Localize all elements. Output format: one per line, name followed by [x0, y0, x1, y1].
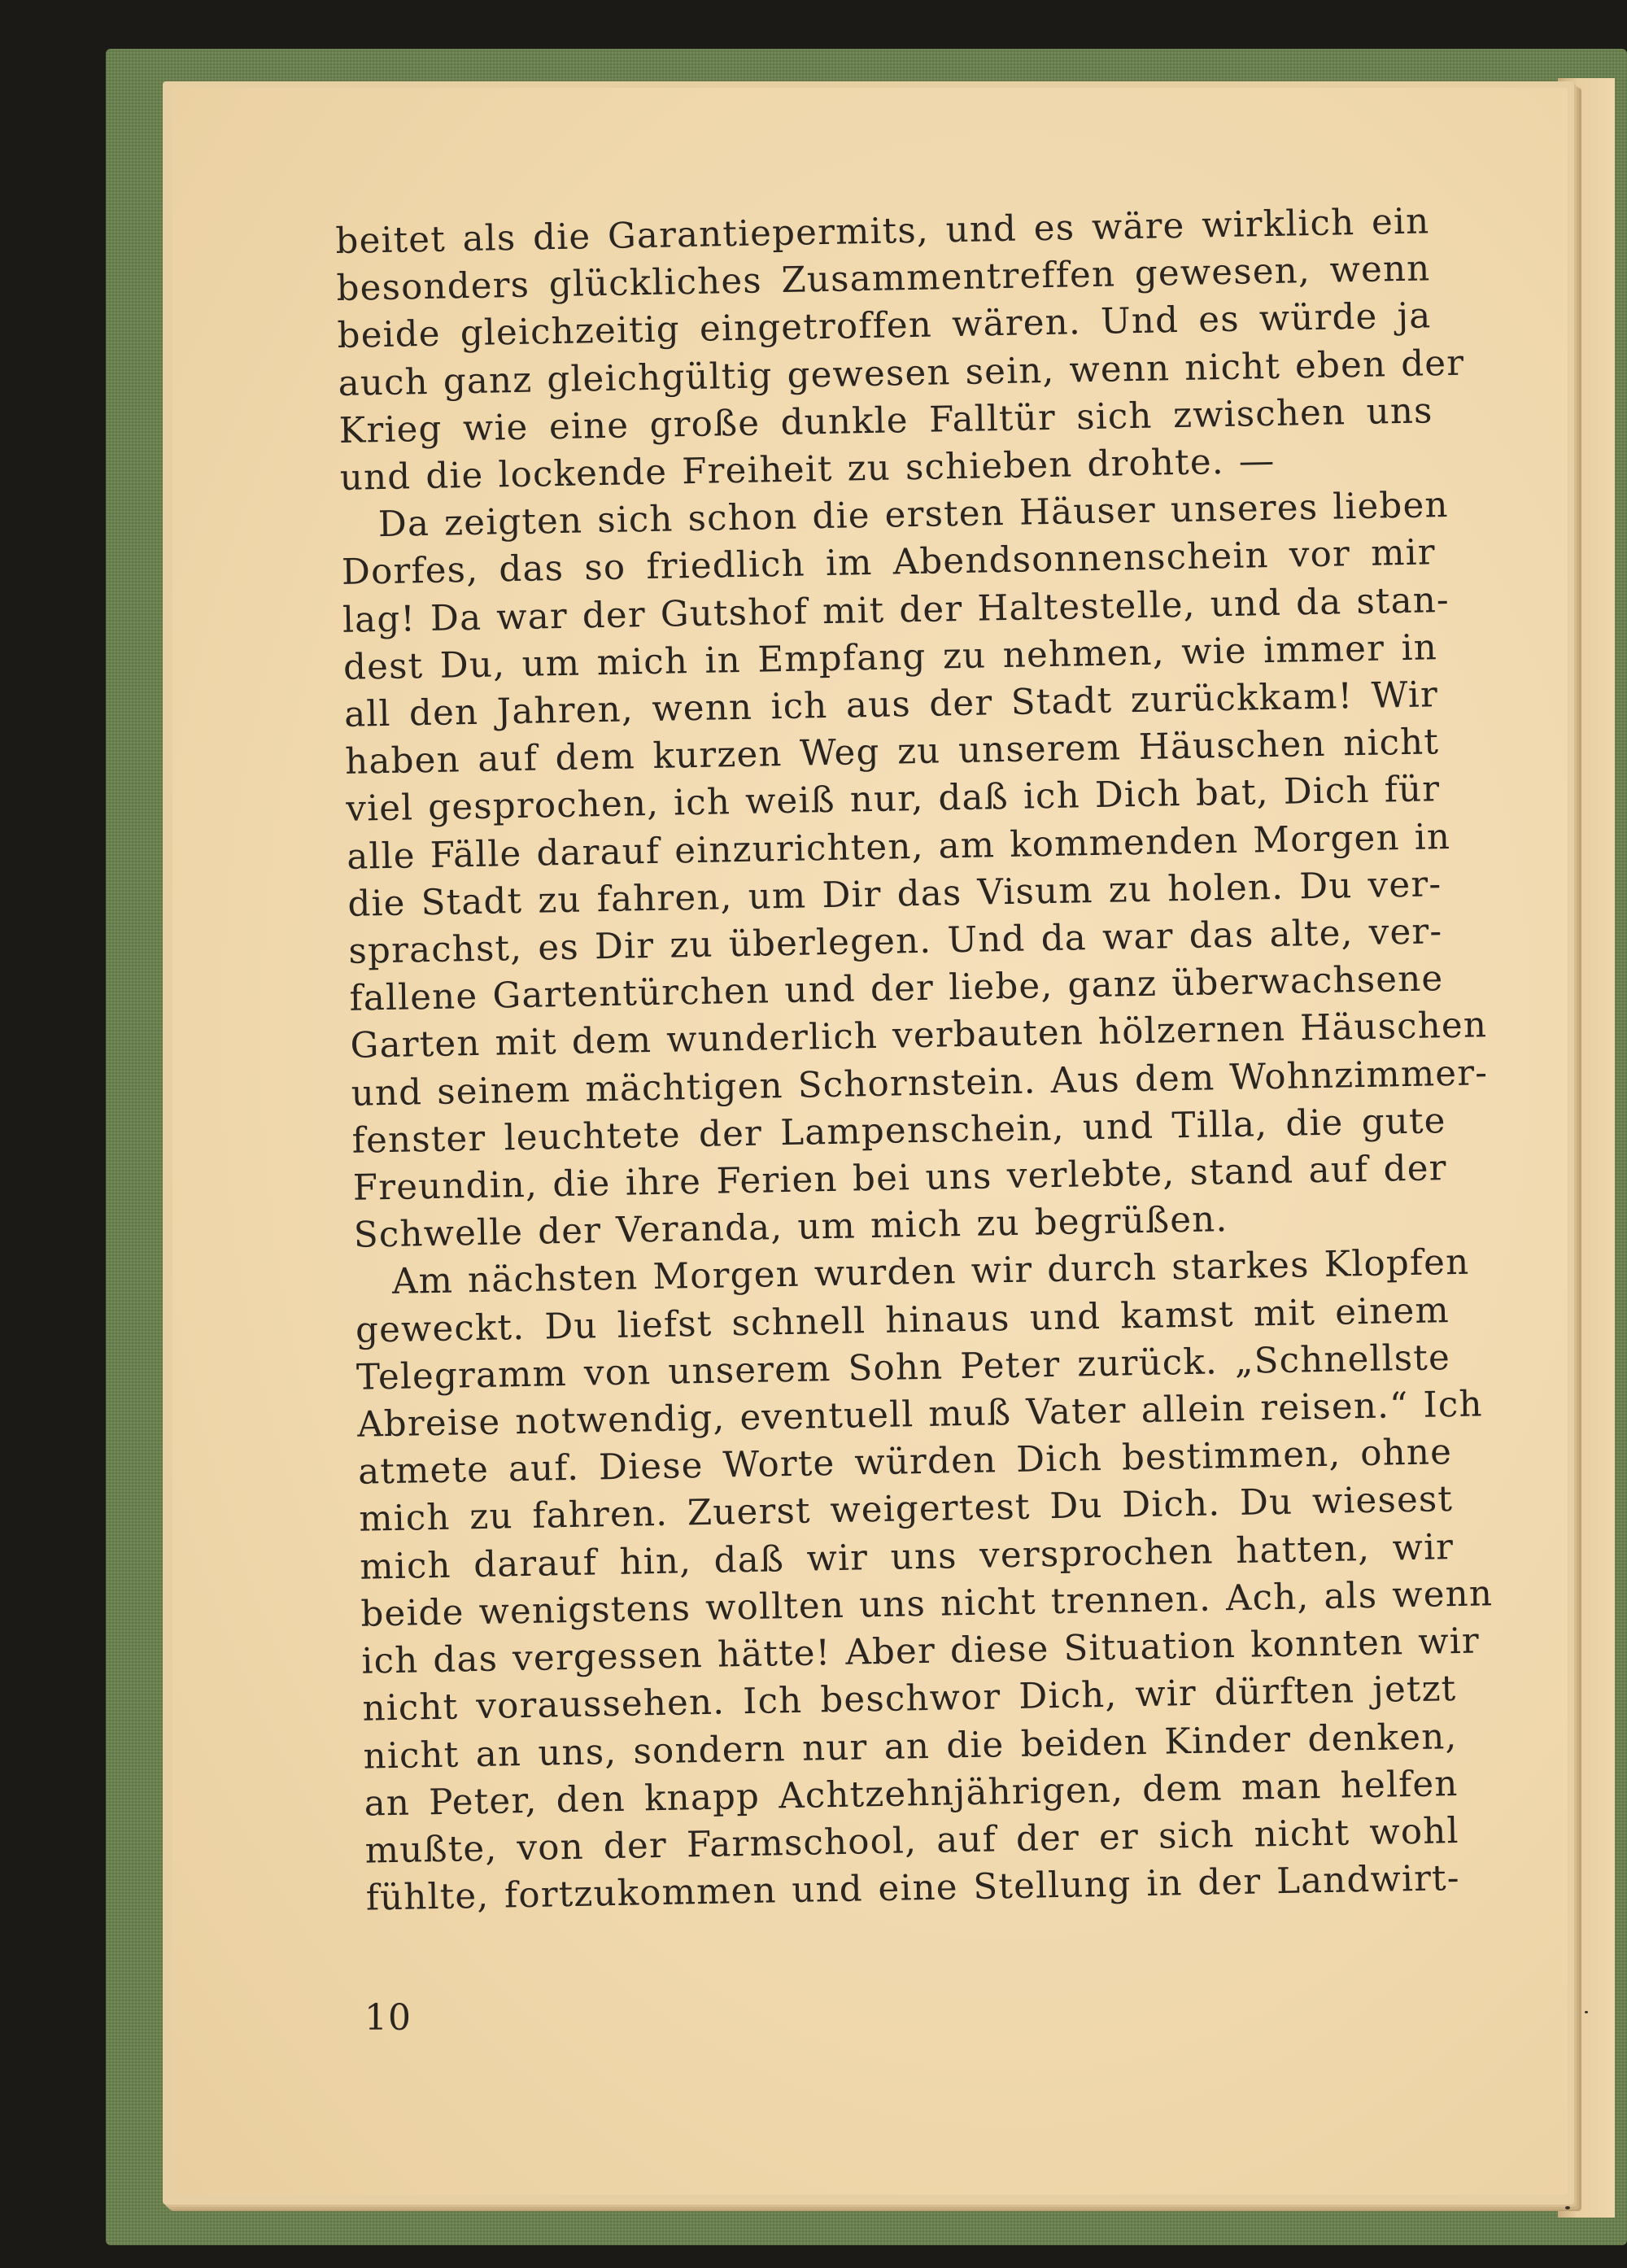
text-line: Freundin, die ihre Ferien bei uns verlebte, stand auf der: [352, 1148, 1448, 1209]
text-line: lag! Da war der Gutshof mit der Haltestelle, und da stan-: [342, 579, 1450, 641]
text-line: dest Du, um mich in Empfang zu nehmen, wie immer in: [342, 627, 1438, 688]
text-line: besonders glückliches Zusammentreffen gewesen, wenn: [336, 248, 1431, 310]
paragraph: [340, 482, 1489, 1260]
text-line: beitet als die Garantiepermits, und es wäre wirklich ein: [335, 201, 1430, 262]
text-line: beide gleichzeitig eingetroffen wären. Und es würde ja: [337, 295, 1432, 357]
text-line: beide wenigstens wollten uns nicht trennen. Ach, als wenn: [360, 1573, 1494, 1635]
text-line: fallene Gartentürchen und der liebe, ganz überwachsene: [349, 958, 1444, 1020]
text-line: all den Jahren, wenn ich aus der Stadt zurückkam! Wir: [343, 674, 1439, 735]
text-line: Am nächsten Morgen wurden wir durch starkes Klopfen: [391, 1242, 1470, 1303]
paper-speck: [1565, 2206, 1570, 2209]
text-line: fühlte, fortzukommen und eine Stellung in der Landwirt-: [365, 1858, 1461, 1919]
text-line: die Stadt zu fahren, um Dir das Visum zu holen. Du ver-: [347, 864, 1442, 925]
text-line: geweckt. Du liefst schnell hinaus und kamst mit einem: [355, 1289, 1450, 1351]
text-line: an Peter, den knapp Achtzehnjährigen, dem man helfen: [364, 1763, 1459, 1825]
text-line: Telegramm von unserem Sohn Peter zurück. „Schnellste: [355, 1337, 1451, 1398]
text-line: fenster leuchtete der Lampenschein, und Tilla, die gute: [351, 1101, 1447, 1162]
text-line: alle Fälle darauf einzurichten, am kommenden Morgen in: [346, 816, 1451, 878]
paper-speck: [1585, 2011, 1588, 2013]
text-line: Schwelle der Veranda, um mich zu begrüßen.: [353, 1199, 1228, 1257]
text-line: atmete auf. Diese Worte würden Dich bestimmen, ohne: [357, 1432, 1453, 1494]
body-text: [335, 198, 1494, 1922]
text-line: sprachst, es Dir zu überlegen. Und da war das alte, ver-: [348, 911, 1443, 972]
text-line: nicht voraussehen. Ich beschwor Dich, wir dürften jetzt: [362, 1668, 1457, 1729]
paragraph: [354, 1240, 1494, 1922]
text-line: mich darauf hin, daß wir uns versprochen hatten, wir: [359, 1526, 1455, 1588]
text-line: mußte, von der Farmschool, auf der er sich nicht wohl: [364, 1810, 1460, 1872]
text-line: und die lockende Freiheit zu schieben drohte. —: [339, 440, 1276, 499]
paragraph: [335, 198, 1465, 502]
text-line: mich zu fahren. Zuerst weigertest Du Dich. Du wiesest: [358, 1479, 1454, 1541]
text-line: Garten mit dem wunderlich verbauten hölzernen Häuschen: [350, 1005, 1488, 1067]
text-line: Da zeigten sich schon die ersten Häuser unseres lieben: [377, 485, 1450, 546]
text-line: viel gesprochen, ich weiß nur, daß ich Dich bat, Dich für: [345, 769, 1441, 831]
text-line: Krieg wie eine große dunkle Falltür sich zwischen uns: [338, 390, 1434, 451]
text-line: auch ganz gleichgültig gewesen sein, wenn nicht eben der: [338, 342, 1465, 404]
text-line: Abreise notwendig, eventuell muß Vater allein reisen.“ Ich: [356, 1384, 1484, 1446]
text-line: ich das vergessen hätte! Aber diese Situation konnten wir: [361, 1620, 1481, 1682]
text-line: und seinem mächtigen Schornstein. Aus dem Wohnzimmer-: [351, 1052, 1489, 1114]
page-number: 10: [364, 1997, 412, 2039]
text-line: haben auf dem kurzen Weg zu unserem Häuschen nicht: [344, 722, 1440, 783]
text-line: nicht an uns, sondern nur an die beiden Kinder denken,: [363, 1716, 1458, 1777]
text-line: Dorfes, das so friedlich im Abendsonnenschein vor mir: [341, 532, 1437, 594]
